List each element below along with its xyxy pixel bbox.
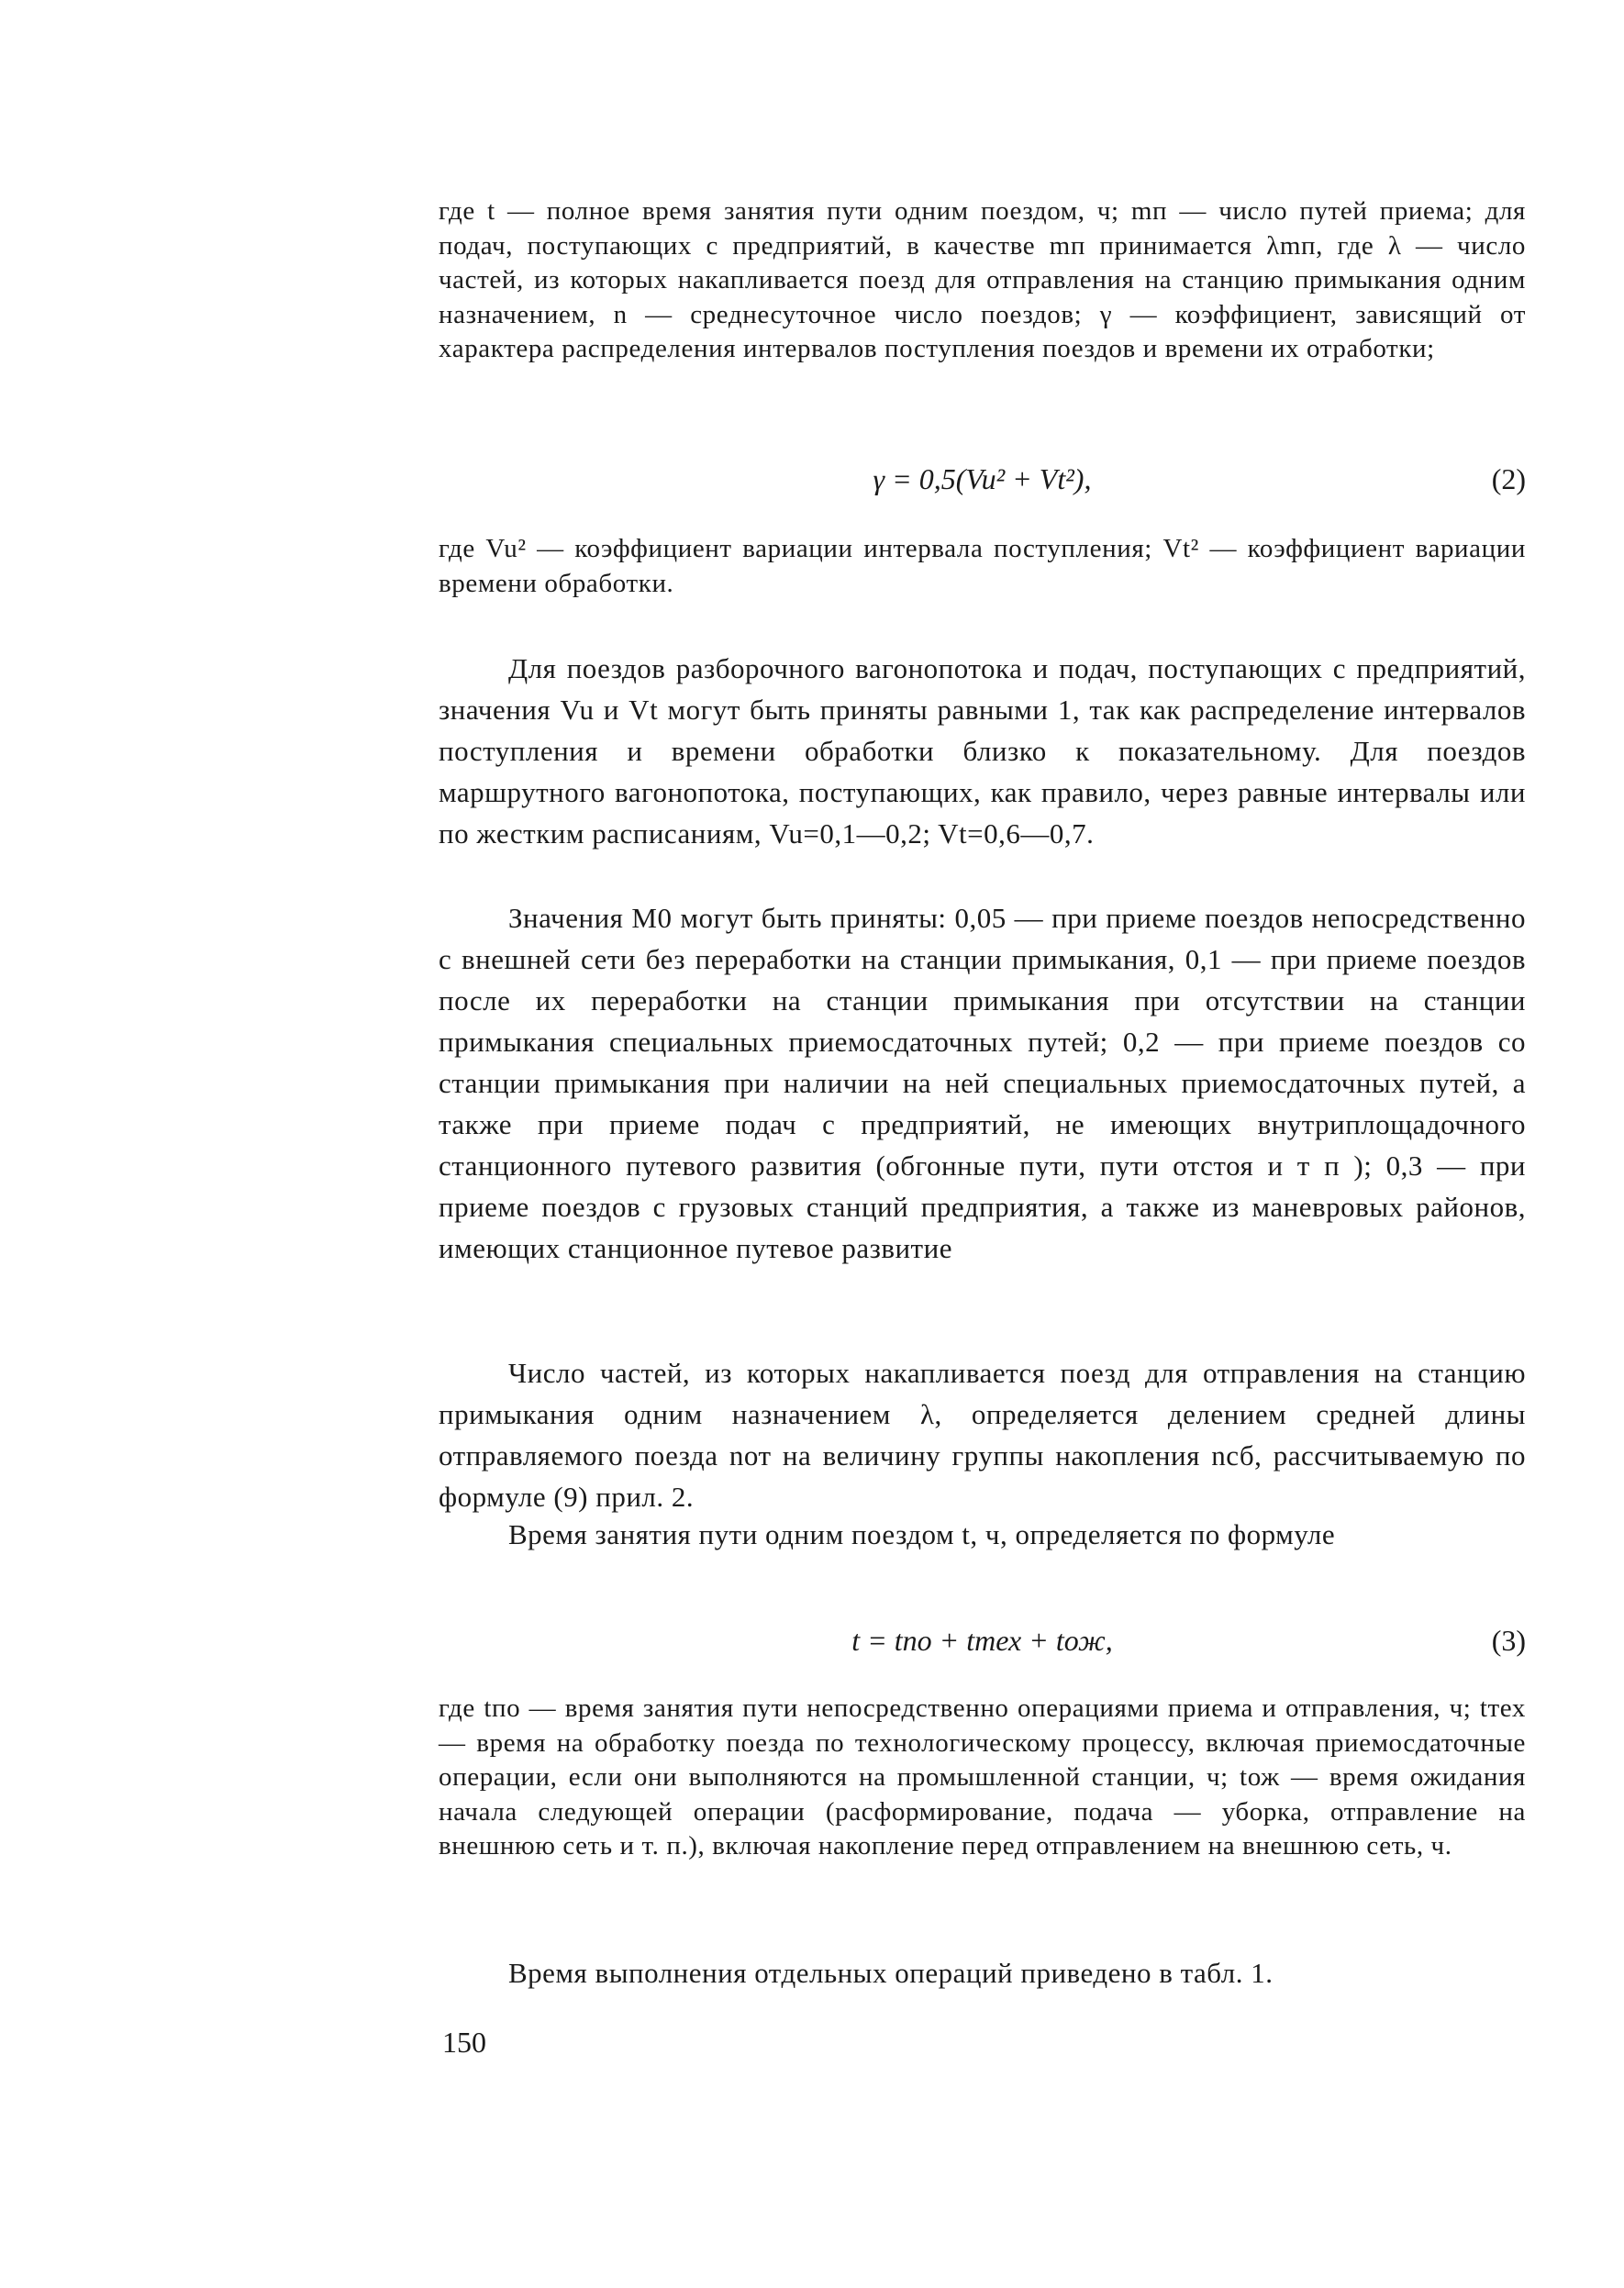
paragraph-number-of-parts: Число частей, из которых накапливается поезд для отправления на станцию примыкания одним назначением λ, определяется делением средней длины отправляемого поезда nот на величину группы накопления nсб, рассчитываемую по формуле (9) прил. 2. bbox=[439, 1357, 1526, 1513]
formula-2-expression: γ = 0,5(Vu² + Vt²), bbox=[873, 462, 1092, 495]
formula-3-number: (3) bbox=[1491, 1624, 1526, 1657]
paragraph-table-reference: Время выполнения отдельных операций приведено в табл. 1. bbox=[508, 1957, 1274, 1989]
paragraph-time-components: где tпо — время занятия пути непосредственно операциями приема и отправления, ч; tтех — время на обработку поезда по технологическому процессу, включая приемосдаточные операции, если они выполняются на промышленной станции, ч; tож — время ожидания начала следующей операции (расформирование, подача — уборка, отправление на внешнюю сеть и т. п.), включая накопление перед отправлением на внешнюю сеть, ч. bbox=[439, 1694, 1526, 1860]
paragraph-m0-values: Значения M0 могут быть приняты: 0,05 — при приеме поездов непосредственно с внешней сети без переработки на станции примыкания, 0,1 — при приеме поездов после их переработки на станции примыкания при отсутствии на станции примыкания специальных приемосдаточных путей; 0,2 — при приеме поездов со станции примыкания при наличии на ней специальных приемосдаточных путей, а также при приеме подач с предприятий, не имеющих внутриплощадочного станционного путевого развития (обгонные пути, пути отстоя и т п ); 0,3 — при приеме поездов с грузовых станций предприятия, а также из маневровых районов, имеющих станционное путевое развитие bbox=[439, 902, 1526, 1264]
paragraph-variation-coefficients: где Vu² — коэффициент вариации интервала поступления; Vt² — коэффициент вариации времени обработки. bbox=[439, 534, 1526, 598]
formula-3 bbox=[439, 1624, 1526, 1660]
paragraph-definitions: где t — полное время занятия пути одним поездом, ч; mп — число путей приема; для подач, поступающих с предприятий, в качестве mп принимается λmп, где λ — число частей, из которых накапливается поезд для отправления на станцию примыкания одним назначением, n — среднесуточное число поездов; γ — коэффициент, зависящий от характера распределения интервалов поступления поездов и времени их отработки; bbox=[439, 196, 1526, 363]
formula-3-expression: t = tпо + tтех + tож, bbox=[851, 1624, 1113, 1657]
formula-2 bbox=[439, 462, 1526, 499]
formula-2-number: (2) bbox=[1491, 462, 1526, 495]
paragraph-occupation-time: Время занятия пути одним поездом t, ч, определяется по формуле bbox=[508, 1518, 1336, 1550]
page-number: 150 bbox=[442, 2026, 486, 2059]
paragraph-train-flows: Для поездов разборочного вагонопотока и подач, поступающих с предприятий, значения Vu и Vt могут быть приняты равными 1, так как распределение интервалов поступления и времени обработки близко к показательному. Для поездов маршрутного вагонопотока, поступающих, как правило, через равные интервалы или по жестким расписаниям, Vu=0,1—0,2; Vt=0,6—0,7. bbox=[439, 652, 1526, 850]
